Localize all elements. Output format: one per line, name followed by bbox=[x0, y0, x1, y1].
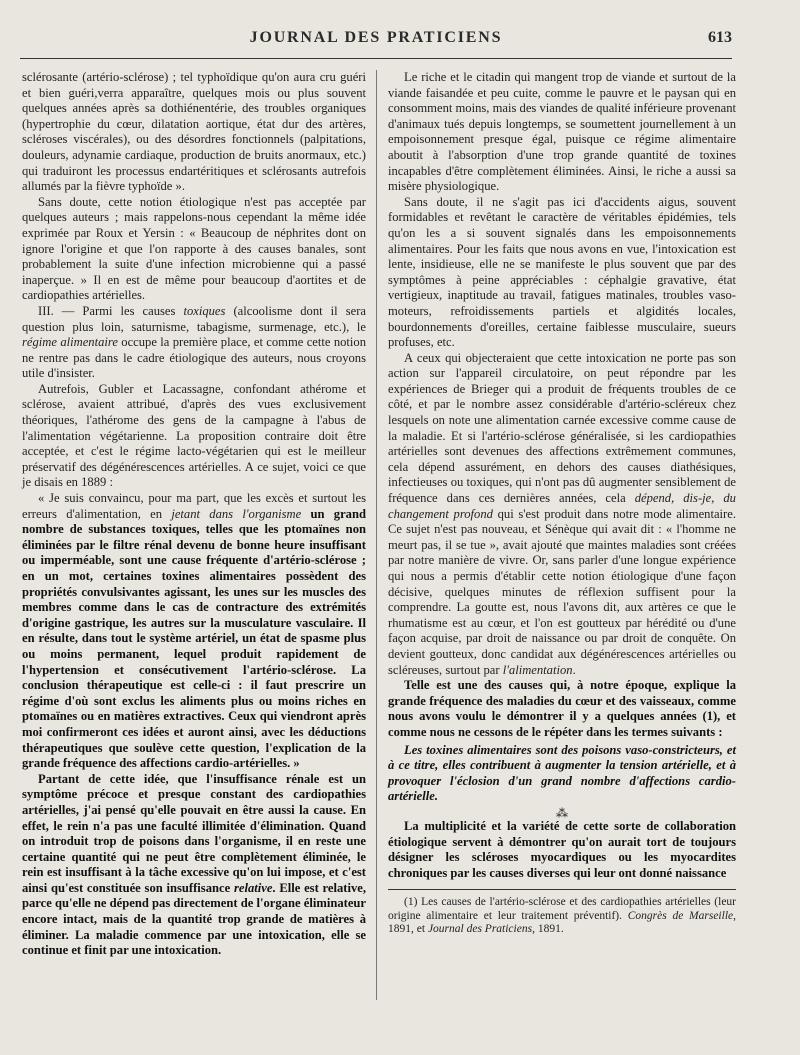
paragraph bbox=[22, 772, 366, 959]
quotation-paragraph bbox=[22, 491, 366, 772]
right-column bbox=[388, 70, 736, 937]
paragraph: Autrefois, Gubler et Lacassagne, confondant athérome et sclérose, avaient attribué, d'après des vues exclusivement théoriques, l'athérome des gens de la campagne à l'abus de l'alimentation végétarienne. La proposition contraire doit être acceptée, et c'est le régime lacto-végétarien qui est le meilleur préservatif des dégénérescences artérielles. A ce sujet, voici ce que je disais en 1889 : bbox=[22, 381, 366, 490]
column-divider bbox=[376, 70, 377, 1000]
paragraph: Sans doute, cette notion étiologique n'est pas acceptée par quelques auteurs ; mais rappelons-nous cependant la même idée exprimée par Roux et Yersin : « Beaucoup de néphrites dont on ignore l'origine et que l'on rapporte à des causes banales, sont probablement la suite d'une infection microbienne qui a passé inaperçue. » Il en est de même pour beaucoup d'aortites et de cardiopathies artérielles. bbox=[22, 194, 366, 303]
italic-text: régime alimentaire bbox=[22, 335, 118, 350]
quoted-statement: Les toxines alimentaires sont des poisons vaso-constricteurs, et à ce titre, elles contribuent à augmenter la tension artérielle, et à provoquer l'éclosion d'un grand nombre d'affections cardio-artérielle. bbox=[388, 742, 736, 804]
paragraph: La multiplicité et la variété de cette sorte de collaboration étiologique servent à démontrer qu'on aurait tort de toujours désigner les scléroses myocardiques ou les myocardites chroniques par les causes diverses qui leur ont donné naissance bbox=[388, 818, 736, 880]
italic-text: dépend, dis-je, du changement profond bbox=[388, 491, 736, 521]
italic-text: Journal des Praticiens bbox=[427, 923, 533, 936]
running-title: JOURNAL DES PRATICIENS bbox=[249, 29, 503, 46]
text-run: qui s'est produit dans notre mode alimentaire. Ce sujet n'est pas nouveau, et Sénèque qui avait dit : « l'homme ne meurt pas, il se tue », avait ajouté que maintes maladies sont créées par notre manière de vivre. Or, sans parler d'une longue expérience qui nous a permis d'établir cette notion étiologique d'une façon décisive, quelques minutes de réflexion suffisent pour la comprendre. La goutte est, nous l'avons dit, aux artères ce que le rhumatisme est au cœur, et l'on est goutteux par hérédité ou d'une façon acquise, par droit de naissance ou par droit de conquête. On devient goutteux, donc candidat aux dégénérescences artérielles ou scléreuses, surtout par bbox=[388, 506, 736, 677]
paragraph bbox=[388, 351, 736, 678]
paragraph: Telle est une des causes qui, à notre époque, explique la grande fréquence des maladies du cœur et des vaisseaux, comme nous avons voulu le démontrer il y a quelques années (1), et comme nous ne cessons de le répéter dans les termes suivants : bbox=[388, 678, 736, 739]
text-run: . bbox=[572, 662, 576, 677]
paragraph: sclérosante (artério-sclérose) ; tel typhoïdique qu'on aura cru guéri et bien guéri,verra apparaître, quelques mois ou plus souvent quelques années après sa dothiénentérie, des troubles organiques (hypertrophie du cœur, dilatation aortique, état dur des artères, scléroses viscérales), ou des désordres fonctionnels (palpitations, douleurs, adynamie cardiaque, production de bruits anormaux, etc.) qui traduiront les processus endartéritiques et sclérosants autrefois allumés par la fièvre typhoïde ». bbox=[22, 70, 366, 194]
italic-text: jetant dans l'organisme bbox=[171, 506, 302, 521]
text-run: III. — Parmi les causes bbox=[38, 303, 184, 318]
italic-text: relative bbox=[233, 880, 273, 895]
text-run: Partant de cette idée, que l'insuffisance rénale est un symptôme précoce et presque constant des cardiopathies artérielles, j'ai pensé qu'elle pouvait en être aussi la cause. En effet, le rein n'a pas une faculté illimitée d'élimination. Quand on introduit trop de poisons dans l'organisme, il en reste une certaine quantité qui ne peut être complètement éliminée, le rein est insuffisant à la tâche excessive qu'on lui impose, et c'est ainsi qu'est constituée son insuffisance bbox=[22, 771, 366, 895]
italic-text: toxiques bbox=[183, 303, 226, 318]
text-run: . Elle est relative, parce qu'elle ne dépend pas directement de l'organe éliminateur encore intact, mais de la quantité trop grande de matières à éliminer. La maladie commence par une intoxication, elle se continue et finit par une intoxication. bbox=[22, 880, 367, 958]
text-run: A ceux qui objecteraient que cette intoxication ne porte pas son action sur l'appareil circulatoire, on peut répondre par les expériences de Brieger qui a produit de fréquents troubles de ce côté, et par le nombre assez considérable d'artério-scléreux chez lesquels on note une alimentation carnée excessive comme cause de la maladie. Et si l'artério-sclérose généralisée, si les cardiopathies artérielles sont devenues des affections extrêmement communes, cela dépend assurément, en dehors des causes diathésiques, infectieuses ou toxiques, qui n'ont pas dû augmenter sensiblement de fréquence dans ces dernières années, cela bbox=[388, 350, 736, 506]
text-run: (alcoolisme dont il sera question plus loin, saturnisme, tabagisme, surmenage, etc.), le bbox=[22, 303, 366, 334]
italic-text: l'alimentation bbox=[502, 662, 573, 677]
text-run: un grand nombre de substances toxiques, telles que les ptomaïnes non éliminées par le filtre rénal devenu de bonne heure insuffisant ou imperméable, sont une cause fréquente d'artério-sclérose ; en un mot, certaines toxines alimentaires possèdent des propriétés convulsivantes agissant, les unes sur les muscles des membres comme dans le cas de contracture des extrémités d'origine gastrique, les autres sur la musculature vasculaire. Il en résulte, dans tout le système artériel, un état de spasme plus ou moins permanent, lequel produit rapidement de l'hypertension et consécutivement l'artério-sclérose. La conclusion thérapeutique est celle-ci : il faut prescrire un régime d'où sont exclus les aliments plus ou moins riches en ptomaïnes ou en matières extractives. Ceux qui viendront après moi confirmeront ces idées et auront ainsi, avec les déductions thérapeutiques que soulève cette question, l'explication de la grande fréquence des affections cardio-artérielles. » bbox=[22, 506, 366, 771]
page-number: 613 bbox=[708, 29, 732, 46]
text-run: , 1891. bbox=[532, 923, 564, 936]
footnote bbox=[388, 896, 736, 937]
text-run: « Je suis convaincu, pour ma part, que les excès et surtout les erreurs d'alimentation, en bbox=[22, 491, 366, 521]
text-run: (1) Les causes de l'artério-sclérose et des cardiopathies artérielles (leur origine alimentaire et leur traitement préventif). bbox=[388, 896, 736, 922]
left-column bbox=[22, 70, 366, 959]
paragraph bbox=[22, 304, 366, 382]
paragraph: Sans doute, il ne s'agit pas ici d'accidents aigus, souvent formidables et revêtant le caractère de véritables épidémies, tels qu'on les a si souvent signalés dans les empoisonnements alimentaires. Pour les faits que nous avons en vue, l'intoxication est lente, insidieuse, elle ne se manifeste le plus souvent que par des symptômes à peine appréciables : céphalgie gravative, état vertigieux, inaptitude au travail, fatigues matinales, troubles vaso-moteurs, refroidissements partiels et algidités locales, bourdonnements d'oreilles, certaine faiblesse musculaire, sueurs profuses, etc. bbox=[388, 194, 736, 350]
asterism-separator: ⁂ bbox=[556, 805, 568, 820]
text-run: , 1891, et bbox=[388, 909, 736, 936]
text-run: occupe la première place, et comme cette notion ne rentre pas dans le cadre étiologique des auteurs, nous croyons utile d'insister. bbox=[22, 335, 366, 381]
footnote-rule bbox=[388, 889, 736, 890]
paragraph: Le riche et le citadin qui mangent trop de viande et surtout de la viande faisandée et peu cuite, comme le pauvre et le paysan qui en consomment moins, mais des viandes de qualité inférieure provenant d'animaux tués depuis longtemps, se soumettent journellement à un empoisonnement presque égal, puisque ce régime alimentaire aboutit à l'absorption d'une trop grande quantité de toxines incapables d'être complètement éliminées. Ainsi, le riche a aussi sa misère physiologique. bbox=[388, 70, 736, 194]
page-header bbox=[20, 26, 732, 59]
italic-text: Congrès de Marseille bbox=[627, 909, 734, 922]
